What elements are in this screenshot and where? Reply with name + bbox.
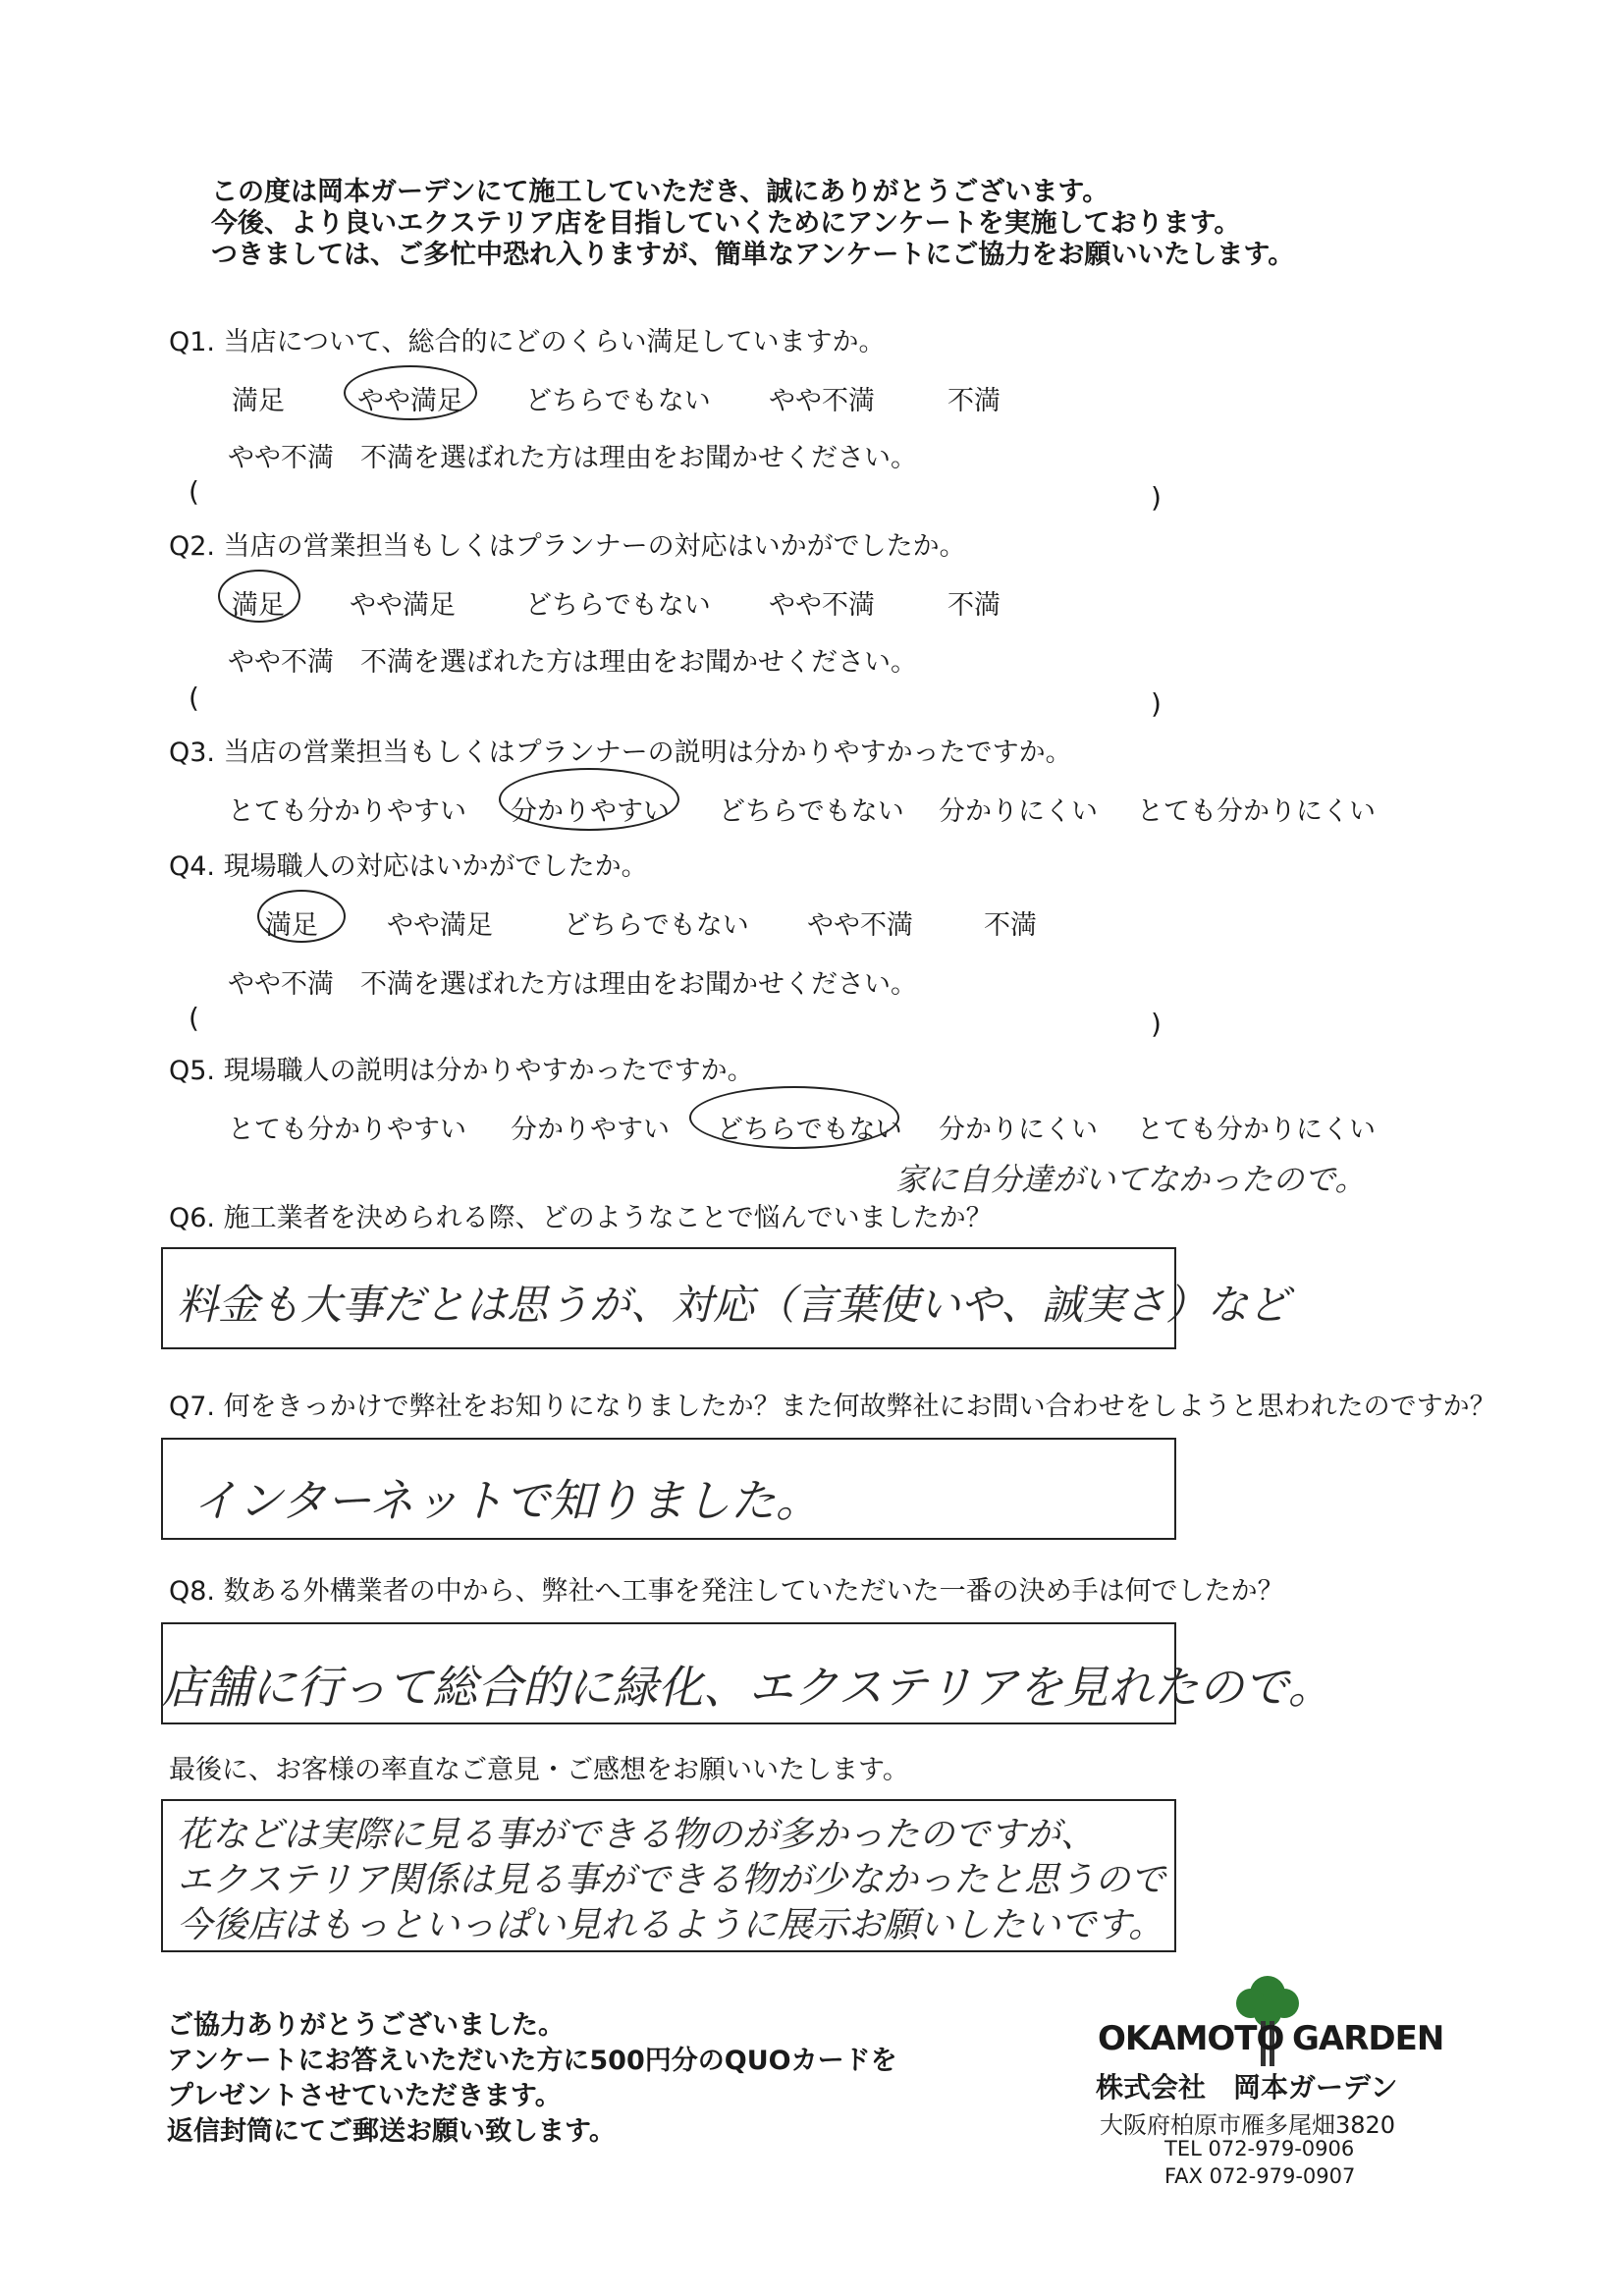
final-question: 最後に、お客様の率直なご意見・ご感想をお願いいたします。 (169, 1755, 909, 1785)
intro-line-1: この度は岡本ガーデンにて施工していただき、誠にありがとうございます。 (211, 177, 1109, 207)
footer-line-4: 返信封筒にてご郵送お願い致します。 (167, 2116, 616, 2147)
intro-line-3: つきましては、ご多忙中恐れ入りますが、簡単なアンケートにご協力をお願いいたします。 (211, 240, 1295, 270)
q3-option-5[interactable]: とても分かりにくい (1137, 796, 1376, 827)
q5-option-4[interactable]: 分かりにくい (939, 1115, 1098, 1145)
final-answer-line-2: エクステリア関係は見る事ができる物が少なかったと思うので (177, 1860, 1165, 1900)
q1-reason-paren-open[interactable]: ( (189, 475, 199, 508)
footer-line-3: プレゼントさせていただきます。 (167, 2081, 562, 2111)
q3-option-4[interactable]: 分かりにくい (939, 796, 1098, 827)
q3-option-1[interactable]: とても分かりやすい (228, 796, 466, 827)
q8-answer: 店舗に行って総合的に緑化、エクステリアを見れたので。 (161, 1661, 1333, 1714)
q1-option-5[interactable]: 不満 (947, 386, 1001, 416)
q3-selection-circle (499, 768, 679, 831)
q2-reason-prompt: やや不満 不満を選ばれた方は理由をお聞かせください。 (228, 647, 917, 678)
q7-question: Q7. 何をきっかけで弊社をお知りになりましたか？また何故弊社にお問い合わせをしようと思われたのですか？ (169, 1392, 1496, 1422)
company-name: 株式会社 岡本ガーデン (1096, 2071, 1398, 2104)
q4-question: Q4. 現場職人の対応はいかがでしたか。 (169, 851, 648, 882)
company-tel: TEL 072-979-0906 (1164, 2137, 1355, 2160)
q4-reason-prompt: やや不満 不満を選ばれた方は理由をお聞かせください。 (228, 969, 917, 1000)
q8-question: Q8. 数ある外構業者の中から、弊社へ工事を発注していただいた一番の決め手は何でしたか？ (169, 1576, 1284, 1607)
q6-question: Q6. 施工業者を決められる際、どのようなことで悩んでいましたか？ (169, 1203, 993, 1233)
q1-reason-paren-close[interactable]: ) (1151, 481, 1162, 514)
q3-option-2[interactable]: 分かりやすい (511, 796, 670, 827)
q5-option-2[interactable]: 分かりやすい (511, 1115, 670, 1145)
q4-reason-paren-close[interactable]: ) (1151, 1008, 1162, 1040)
q4-option-3[interactable]: どちらでもない (564, 910, 749, 941)
q2-option-4[interactable]: やや不満 (769, 590, 875, 621)
q2-option-1[interactable]: 満足 (232, 590, 285, 621)
q5-option-1[interactable]: とても分かりやすい (228, 1115, 466, 1145)
q4-selection-circle (257, 890, 346, 943)
q1-question: Q1. 当店について、総合的にどのくらい満足していますか。 (169, 327, 886, 357)
q4-reason-paren-open[interactable]: ( (189, 1002, 199, 1034)
q4-option-2[interactable]: やや満足 (387, 910, 493, 941)
footer-line-2: アンケートにお答えいただいた方に500円分のQUOカードを (167, 2046, 897, 2076)
q4-option-5[interactable]: 不満 (984, 910, 1037, 941)
logo-text-right: GARDEN (1292, 2019, 1444, 2058)
q3-option-3[interactable]: どちらでもない (719, 796, 904, 827)
q5-handwritten-note: 家に自分達がいてなかったので。 (895, 1161, 1367, 1198)
q1-option-4[interactable]: やや不満 (769, 386, 875, 416)
q2-option-5[interactable]: 不満 (947, 590, 1001, 621)
footer-thanks: ご協力ありがとうございました。 (167, 2010, 565, 2041)
q4-option-1[interactable]: 満足 (265, 910, 318, 941)
q2-question: Q2. 当店の営業担当もしくはプランナーの対応はいかがでしたか。 (169, 531, 966, 562)
intro-line-2: 今後、より良いエクステリア店を目指していくためにアンケートを実施しております。 (211, 208, 1241, 239)
q7-answer: インターネットで知りました。 (192, 1474, 821, 1527)
q1-option-2[interactable]: やや満足 (357, 386, 463, 416)
q5-selection-circle (689, 1086, 899, 1149)
final-answer-line-1: 花などは実際に見る事ができる物のが多かったのですが、 (177, 1815, 1097, 1855)
q2-selection-circle (218, 570, 300, 623)
q1-selection-circle (344, 365, 477, 420)
q1-option-1[interactable]: 満足 (232, 386, 285, 416)
company-address: 大阪府柏原市雁多尾畑3820 (1100, 2111, 1396, 2139)
q2-option-2[interactable]: やや満足 (350, 590, 456, 621)
q1-option-3[interactable]: どちらでもない (525, 386, 711, 416)
q1-reason-prompt: やや不満 不満を選ばれた方は理由をお聞かせください。 (228, 443, 917, 473)
q5-question: Q5. 現場職人の説明は分かりやすかったですか。 (169, 1056, 754, 1086)
q3-question: Q3. 当店の営業担当もしくはプランナーの説明は分かりやすかったですか。 (169, 738, 1072, 768)
final-answer-line-3: 今後店はもっといっぱい見れるように展示お願いしたいです。 (177, 1905, 1164, 1945)
q5-option-3[interactable]: どちらでもない (717, 1115, 902, 1145)
company-fax: FAX 072-979-0907 (1164, 2164, 1356, 2188)
logo-text-left: OKAMOTO (1098, 2019, 1284, 2058)
q2-option-3[interactable]: どちらでもない (525, 590, 711, 621)
q6-answer: 料金も大事だとは思うが、対応（言葉使いや、誠実さ）など (177, 1281, 1290, 1329)
q2-reason-paren-open[interactable]: ( (189, 682, 199, 714)
q4-option-4[interactable]: やや不満 (807, 910, 913, 941)
q2-reason-paren-close[interactable]: ) (1151, 687, 1162, 720)
q5-option-5[interactable]: とても分かりにくい (1137, 1115, 1376, 1145)
